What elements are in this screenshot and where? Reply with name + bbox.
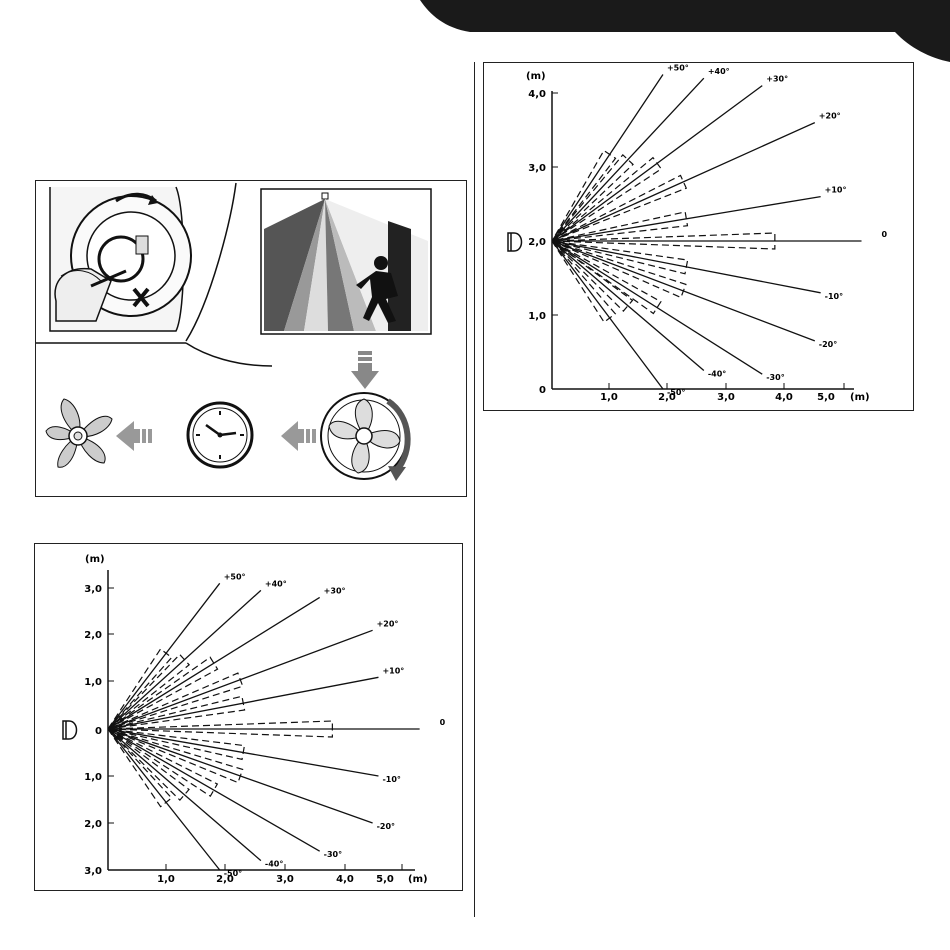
detection-ray — [552, 241, 704, 371]
detection-ray — [552, 241, 663, 389]
fan-spinning-icon — [321, 393, 408, 481]
y-unit-label: (m) — [85, 554, 105, 565]
detection-chart-bottom-panel — [34, 543, 463, 891]
x-tick: 2,0 — [658, 392, 676, 403]
y-tick: 1,0 — [84, 677, 102, 688]
angle-label: +30° — [323, 586, 346, 596]
y-tick: 3,0 — [84, 584, 102, 595]
angle-label: -20° — [376, 822, 396, 831]
y-tick: 0 — [539, 385, 546, 396]
angle-labels — [224, 572, 446, 878]
y-tick: 2,0 — [528, 237, 546, 248]
y-tick: 3,0 — [84, 866, 102, 877]
angle-label: +10° — [382, 666, 405, 676]
x-tick: 3,0 — [717, 392, 735, 403]
x-tick: 4,0 — [775, 392, 793, 403]
bubble-outline — [186, 343, 272, 366]
x-unit-label: (m) — [850, 392, 870, 403]
x-tick: 4,0 — [336, 874, 354, 885]
y-tick: 3,0 — [528, 163, 546, 174]
angle-label: -20° — [818, 339, 838, 349]
angle-label: +30° — [766, 74, 789, 84]
angle-label: +50° — [666, 63, 689, 73]
x-tick-group — [600, 383, 844, 403]
x-tick: 2,0 — [216, 874, 234, 885]
detection-chart-top-panel — [483, 62, 914, 411]
x-tick: 3,0 — [276, 874, 294, 885]
y-unit-label: (m) — [526, 71, 546, 82]
detection-chart-bottom — [35, 544, 462, 890]
angle-labels — [667, 64, 888, 398]
y-tick: 2,0 — [84, 819, 102, 830]
detection-ray — [108, 583, 220, 729]
arrow-left-icon — [116, 421, 152, 451]
y-tick: 0 — [95, 726, 102, 737]
detection-ray — [108, 729, 220, 870]
angle-label: +20° — [818, 111, 841, 121]
y-tick: 4,0 — [528, 89, 546, 100]
angle-label: -30° — [766, 373, 785, 383]
y-tick: 1,0 — [84, 772, 102, 783]
x-tick: 5,0 — [376, 874, 394, 885]
angle-label: -10° — [824, 291, 844, 301]
angle-label: -50° — [223, 869, 243, 878]
detection-rays — [108, 583, 420, 870]
arrow-left-icon — [281, 421, 316, 451]
arrow-down-icon — [351, 351, 379, 389]
detection-chart-top — [484, 63, 913, 410]
angle-label: +50° — [223, 572, 246, 582]
angle-label: +40° — [264, 579, 287, 589]
angle-label: -40° — [707, 369, 727, 379]
x-tick: 1,0 — [157, 874, 175, 885]
detection-ray — [552, 78, 704, 241]
installation-panel — [35, 180, 467, 497]
angle-label: -50° — [666, 388, 686, 397]
detection-zones — [552, 151, 775, 323]
hand-fitting-sensor-icon — [36, 181, 236, 343]
detection-ray — [108, 729, 261, 861]
angle-label: +10° — [824, 185, 847, 195]
column-divider — [474, 62, 475, 917]
motion-person-icon — [261, 189, 431, 334]
x-tick: 1,0 — [600, 392, 618, 403]
y-tick: 1,0 — [528, 311, 546, 322]
x-unit-label: (m) — [408, 874, 428, 885]
angle-label: 0 — [881, 230, 888, 239]
angle-label: +40° — [707, 67, 730, 77]
angle-label: +20° — [376, 619, 399, 629]
angle-label: -30° — [323, 850, 343, 860]
x-tick: 5,0 — [817, 392, 835, 403]
sensor-icon — [63, 721, 77, 739]
fan-stopped-icon — [46, 399, 112, 467]
angle-label: -40° — [264, 859, 284, 869]
detection-zones — [108, 649, 332, 807]
clock-icon — [188, 403, 252, 467]
y-tick: 2,0 — [84, 630, 102, 641]
angle-label: 0 — [439, 718, 446, 727]
sensor-icon — [508, 233, 522, 251]
angle-label: -10° — [382, 775, 401, 784]
detection-rays — [552, 75, 862, 390]
installation-illustration — [36, 181, 466, 496]
